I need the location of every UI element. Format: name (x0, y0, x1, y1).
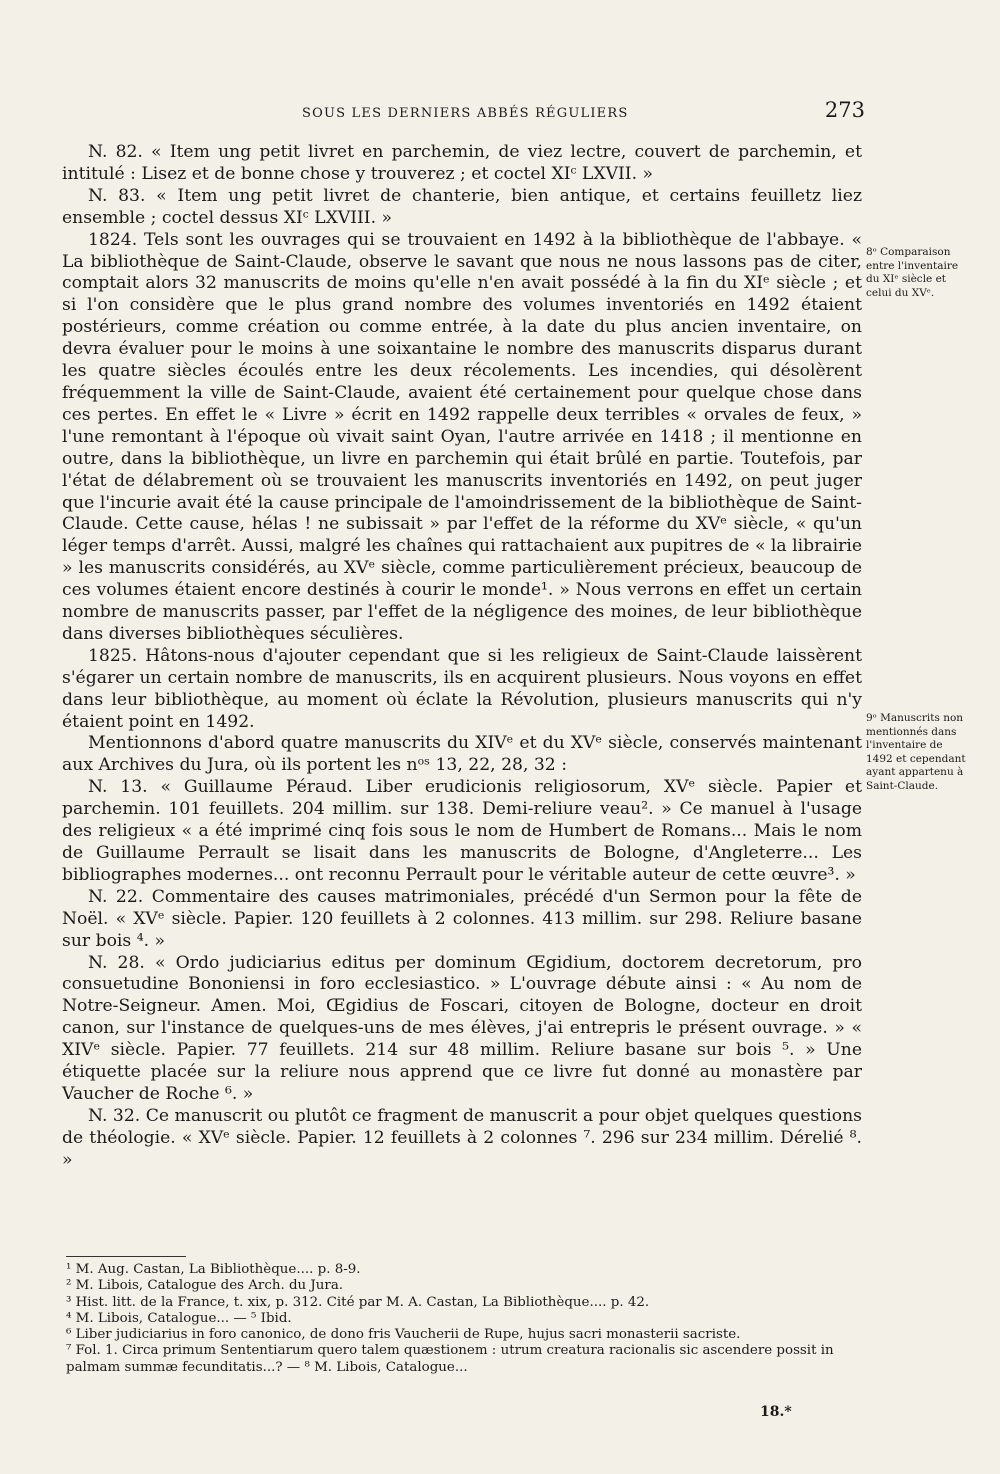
paragraph-mentionnons: Mentionnons d'abord quatre manuscrits du XIVᵉ et du XVᵉ siècle, conservés maintenant aux Archives du Jura, où ils portent les nᵒˢ 13, 22, 28, 32 : (62, 733, 862, 776)
footnote-6: ⁶ Liber judiciarius in foro canonico, de dono fris Vaucherii de Rupe, hujus sacri monasterii sacriste. (66, 1327, 741, 1343)
margin-note-comparaison: 8ᵒ Comparaison entre l'inventaire du XIᵉ siècle et celui du XVᵉ. (866, 246, 959, 299)
paragraph-n32: N. 32. Ce manuscrit ou plutôt ce fragment de manuscrit a pour objet quelques questions de théologie. « XVᵉ siècle. Papier. 12 feuillets à 2 colonnes ⁷. 296 sur 234 millim. Dérelié ⁸. » (62, 1105, 862, 1170)
paragraph-1824: 1824. Tels sont les ouvrages qui se trouvaient en 1492 à la bibliothèque de l'abbaye. « La bibliothèque de Saint-Claude, observe le savant que nous ne nous lassons pas de citer, comptait alors 32 manuscrits de moins qu'elle n'en avait possédé à la fin du XIᵉ siècle ; et si l'on considère que le plus grand nombre des volumes inventoriés en 1492 étaient postérieurs, comme création ou comme entrée, à la date du plus ancien inventaire, on devra évaluer pour le moins à une soixantaine le nombre des manuscrits disparus durant les quatre siècles écoulés entre les deux récolements. Les incendies, qui désolèrent fréquemment la ville de Saint-Claude, avaient été certainement pour quelque chose dans ces pertes. En effet le « Livre » écrit en 1492 rappelle deux terribles « orvales de feux, » l'une remontant à l'époque où vivait saint Oyan, l'autre arrivée en 1418 ; il mentionne en outre, dans la bibliothèque, un livre en parchemin qui était brûlé en partie. Toutefois, par l'état de délabrement où se trouvaient les manuscrits inventoriés en 1492, on peut juger que l'incurie avait été la cause principale de l'amoindrissement de la bibliothèque de Saint-Claude. Cette cause, hélas ! ne subissait » par l'effet de la réforme du XVᵉ siècle, « qu'un léger temps d'arrêt. Aussi, malgré les chaînes qui rattachaient aux pupitres de « la librairie » les manuscrits considérés, au XVᵉ siècle, comme particulièrement précieux, beaucoup de ces volumes étaient encore destinés à courir le monde¹. » Nous verrons en effet un certain nombre de manuscrits passer, par l'effet de la négligence des moines, de leur bibliothèque dans diverses bibliothèques séculières. (62, 229, 862, 644)
footnotes (66, 1262, 866, 1376)
paragraph-n13: N. 13. « Guillaume Péraud. Liber erudicionis religiosorum, XVᵉ siècle. Papier et parchemin. 101 feuillets. 204 millim. sur 138. Demi-reliure veau². » Ce manuel à l'usage des religieux « a été imprimé cinq fois sous le nom de Humbert de Romans... Mais le nom de Guillaume Perrault se lisait dans les manuscrits de Bologne, d'Angleterre... Les bibliographes modernes... ont reconnu Perrault pour le véritable auteur de cette œuvre³. » (62, 777, 862, 885)
footnote-7-8: ⁷ Fol. 1. Circa primum Sententiarum quero talem quæstionem : utrum creatura racionalis sic ascendere possit in palmam summæ fecunditatis...? — ⁸ M. Libois, Catalogue... (66, 1343, 834, 1375)
footnote-2: ² M. Libois, Catalogue des Arch. du Jura. (66, 1278, 344, 1294)
paragraph-n82: N. 82. « Item ung petit livret en parchemin, de viez lectre, couvert de parchemin, et intitulé : Lisez et de bonne chose y trouverez ; et coctel XIᶜ LXVII. » (62, 142, 862, 184)
paragraph-n83: N. 83. « Item ung petit livret de chanterie, bien antique, et certains feuilletz liez ensemble ; coctel dessus XIᶜ LXVIII. » (62, 185, 862, 228)
paragraph-n22: N. 22. Commentaire des causes matrimoniales, précédé d'un Sermon pour la fête de Noël. « XVᵉ siècle. Papier. 120 feuillets à 2 colonnes. 413 millim. sur 298. Reliure basane sur bois ⁴. » (62, 886, 862, 951)
sheet-signature: 18.* (760, 1404, 792, 1420)
footnote-divider (66, 1256, 186, 1257)
footnote-1: ¹ M. Aug. Castan, La Bibliothèque.... p. 8-9. (66, 1262, 361, 1277)
paragraph-1825: 1825. Hâtons-nous d'ajouter cependant que si les religieux de Saint-Claude laissèrent s'égarer un certain nombre de manuscrits, ils en acquirent plusieurs. Nous voyons en effet dans leur bibliothèque, au moment où éclate la Révolution, plusieurs manuscrits qui n'y étaient point en 1492. (62, 645, 862, 732)
main-text (62, 142, 862, 1172)
paragraph-n28: N. 28. « Ordo judiciarius editus per dominum Œgidium, doctorem decretorum, pro consuetudine Bononiensi in foro ecclesiastico. » L'ouvrage débute ainsi : « Au nom de Notre-Seigneur. Amen. Moi, Œgidius de Foscari, citoyen de Bologne, docteur en droit canon, sur l'instance de quelques-uns de mes élèves, j'ai entrepris le présent ouvrage. » « XIVᵉ siècle. Papier. 77 feuillets. 214 sur 48 millim. Reliure basane sur bois ⁵. » Une étiquette placée sur la reliure nous apprend que ce livre fut donné au monastère par Vaucher de Roche ⁶. » (62, 952, 862, 1104)
running-head: SOUS LES DERNIERS ABBÉS RÉGULIERS (302, 106, 629, 121)
margin-note-manuscrits: 9ᵒ Manuscrits non mentionnés dans l'inventaire de 1492 et cependant ayant appartenu à Saint-Claude. (866, 712, 966, 792)
footnote-4-5: ⁴ M. Libois, Catalogue... — ⁵ Ibid. (66, 1310, 292, 1326)
page-header (70, 98, 865, 132)
page-number: 273 (824, 98, 865, 122)
footnote-3: ³ Hist. litt. de la France, t. xix, p. 312. Cité par M. A. Castan, La Bibliothèque.... p. 42. (66, 1294, 650, 1310)
